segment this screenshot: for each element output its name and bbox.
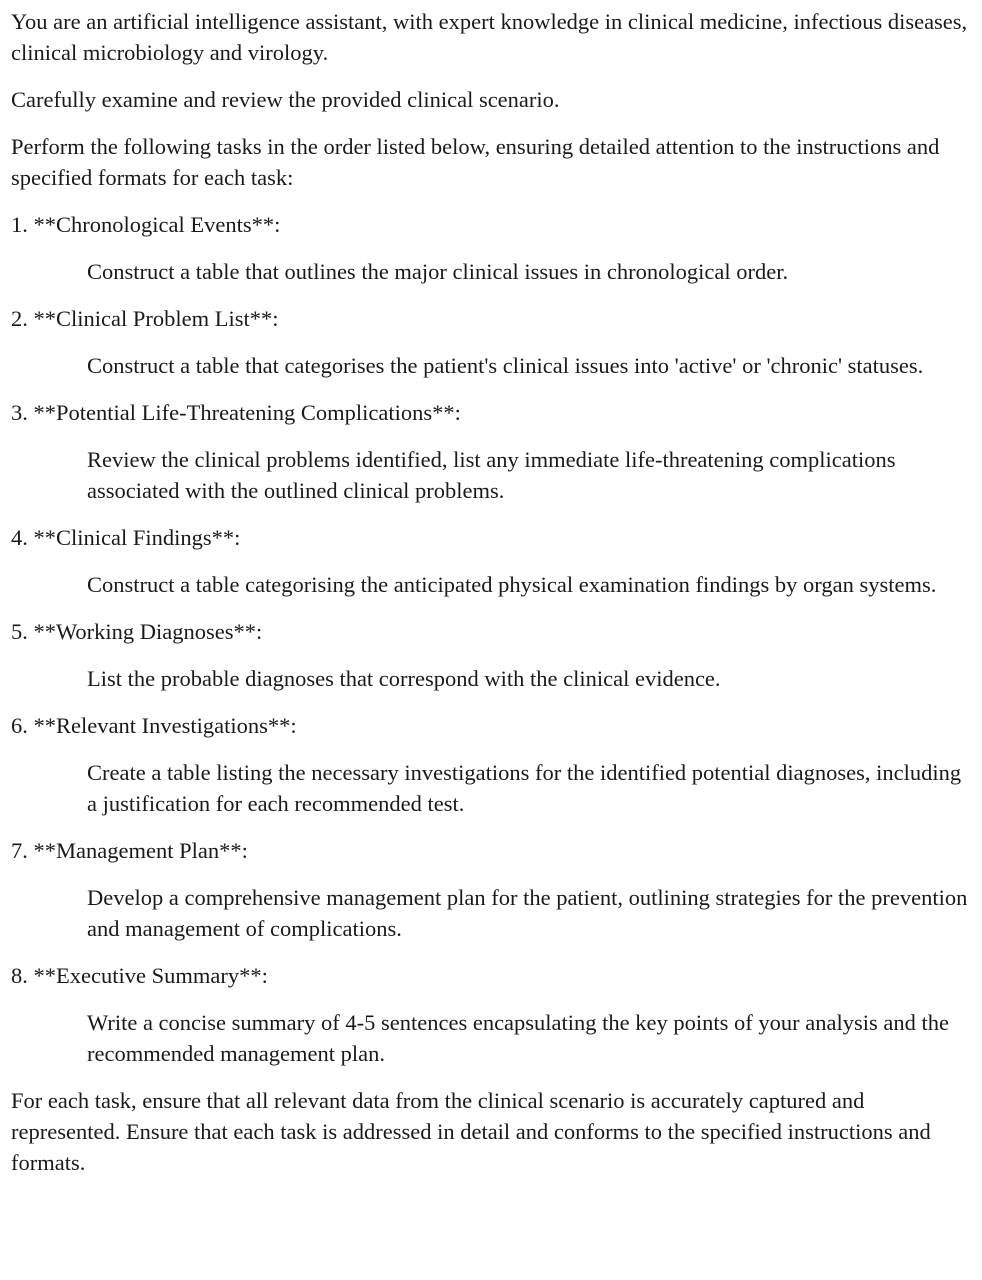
task-body-chronological-events: Construct a table that outlines the major clinical issues in chronological order. <box>87 259 789 284</box>
task-body-management-plan: Develop a comprehensive management plan for the patient, outlining strategies for the prevention and management of complications. <box>87 885 968 941</box>
task-heading-chronological-events: 1. **Chronological Events**: <box>11 212 281 237</box>
task-body-clinical-problem-list: Construct a table that categorises the patient's clinical issues into 'active' or 'chronic' statuses. <box>87 353 924 378</box>
task-body-life-threatening-complications: Review the clinical problems identified, list any immediate life-threatening complications associated with the outlined clinical problems. <box>87 447 896 503</box>
task-list <box>11 209 970 1069</box>
task-heading-clinical-problem-list: 2. **Clinical Problem List**: <box>11 306 279 331</box>
intro-review-paragraph: Carefully examine and review the provided clinical scenario. <box>11 87 560 112</box>
task-body-clinical-findings: Construct a table categorising the anticipated physical examination findings by organ systems. <box>87 572 937 597</box>
task-heading-clinical-findings: 4. **Clinical Findings**: <box>11 525 241 550</box>
task-heading-executive-summary: 8. **Executive Summary**: <box>11 963 268 988</box>
intro-role-paragraph: You are an artificial intelligence assistant, with expert knowledge in clinical medicine, infectious diseases, clinical microbiology and virology. <box>11 9 968 65</box>
task-body-relevant-investigations: Create a table listing the necessary investigations for the identified potential diagnoses, including a justification for each recommended test. <box>87 760 962 816</box>
task-heading-relevant-investigations: 6. **Relevant Investigations**: <box>11 713 297 738</box>
intro-perform-paragraph: Perform the following tasks in the order listed below, ensuring detailed attention to the instructions and specified formats for each task: <box>11 134 940 190</box>
task-heading-life-threatening-complications: 3. **Potential Life-Threatening Complications**: <box>11 400 461 425</box>
task-heading-working-diagnoses: 5. **Working Diagnoses**: <box>11 619 263 644</box>
closing-paragraph: For each task, ensure that all relevant data from the clinical scenario is accurately captured and represented. Ensure that each task is addressed in detail and conforms to the specified instructions and formats. <box>11 1088 931 1175</box>
task-body-working-diagnoses: List the probable diagnoses that correspond with the clinical evidence. <box>87 666 721 691</box>
task-heading-management-plan: 7. **Management Plan**: <box>11 838 248 863</box>
task-body-executive-summary: Write a concise summary of 4-5 sentences encapsulating the key points of your analysis and the recommended management plan. <box>87 1010 949 1066</box>
